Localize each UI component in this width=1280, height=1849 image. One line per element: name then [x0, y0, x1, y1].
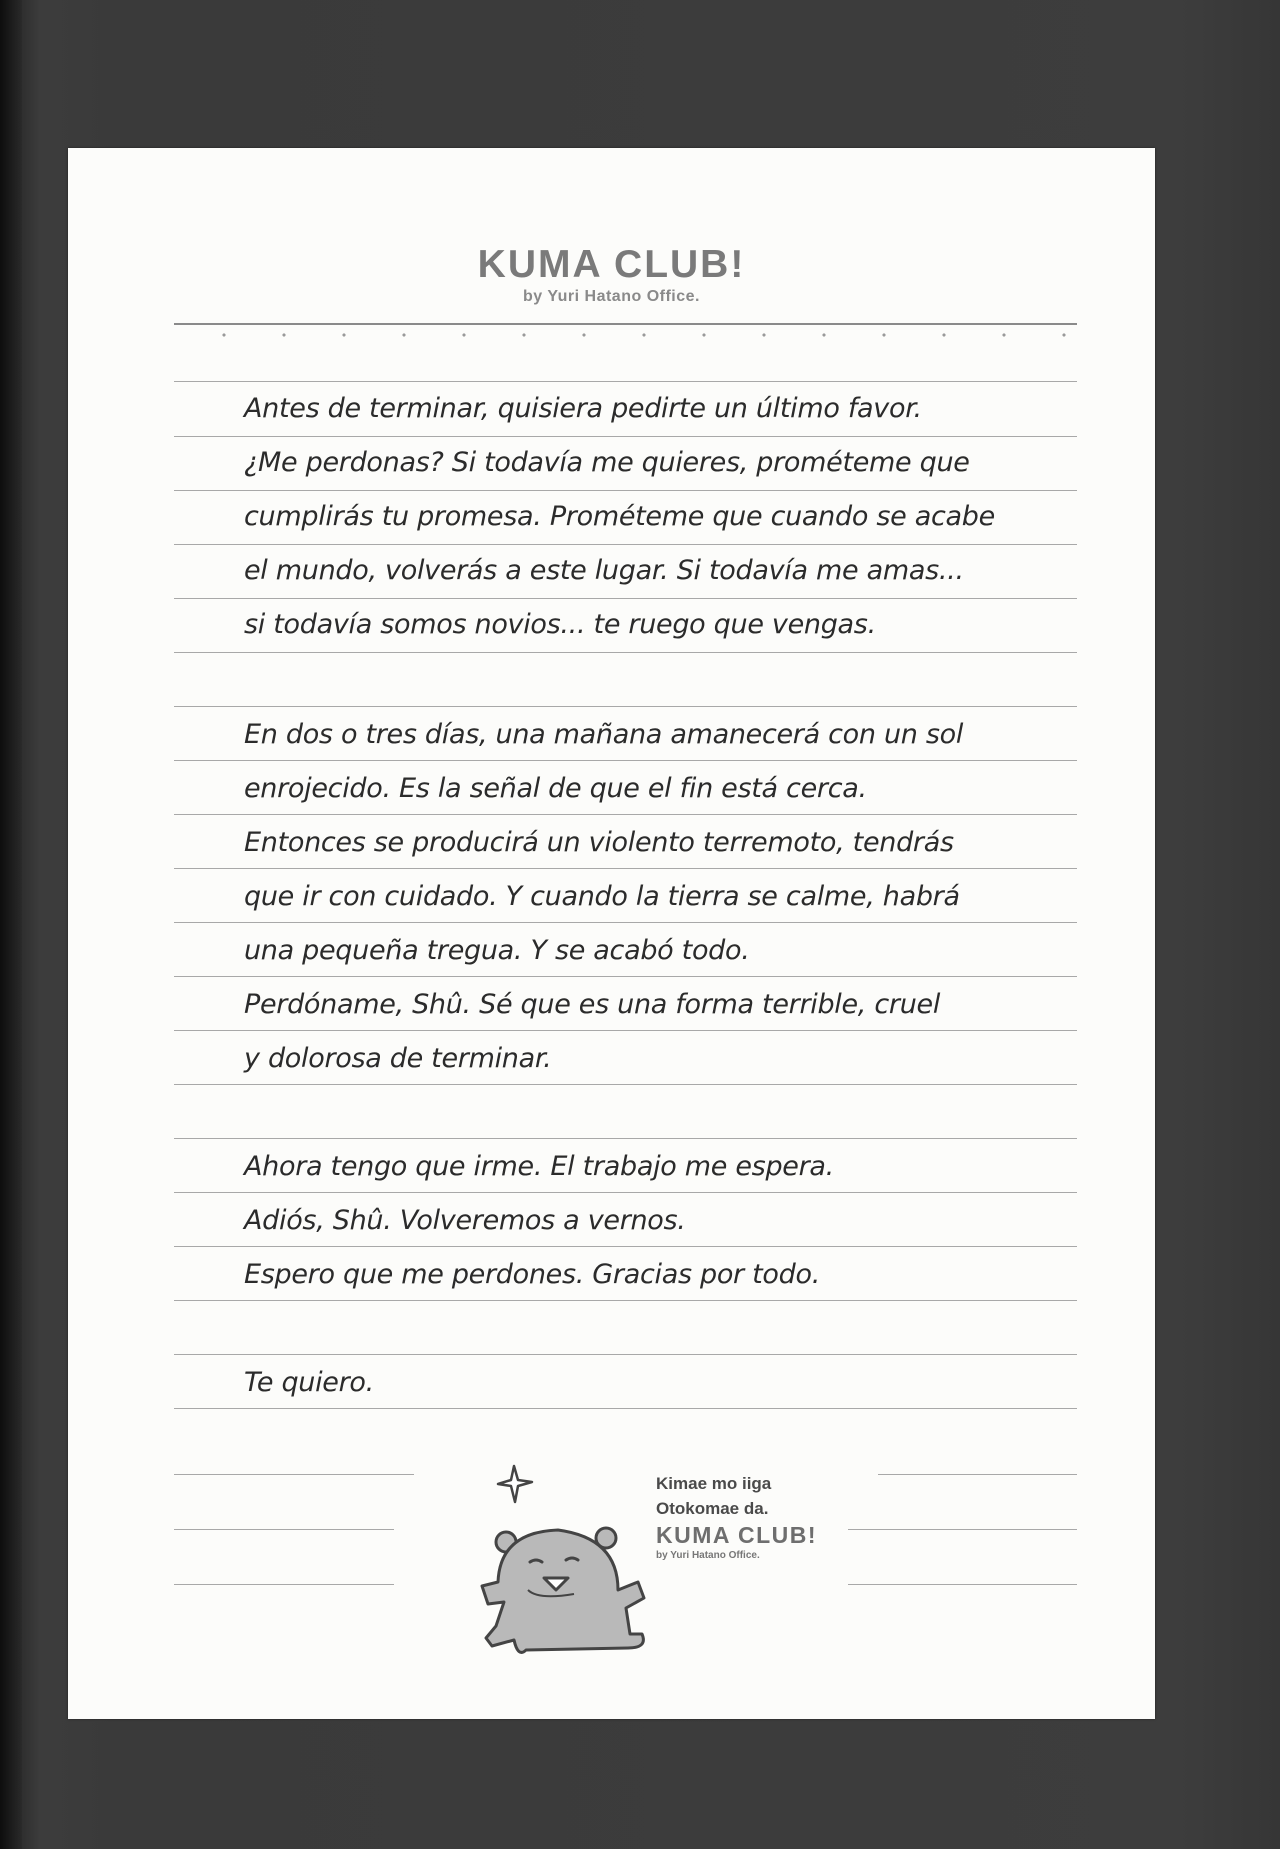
footer-byline: by Yuri Hatano Office.: [656, 1550, 760, 1561]
letter-line: cumplirás tu promesa. Prométeme que cuando se acabe: [244, 501, 995, 532]
footer-tagline-1: Kimae mo iiga: [656, 1474, 772, 1493]
footer-tagline-2: Otokomae da.: [656, 1499, 769, 1518]
book-spine-shadow: [0, 0, 22, 1849]
letter-line: el mundo, volverás a este lugar. Si todavía me amas...: [244, 555, 964, 586]
letter-line: ¿Me perdonas? Si todavía me quieres, prométeme que: [244, 447, 970, 478]
letter-line: que ir con cuidado. Y cuando la tierra se calme, habrá: [244, 881, 960, 912]
dotted-rule: [174, 332, 1077, 338]
letter-line: En dos o tres días, una mañana amanecerá con un sol: [244, 719, 964, 750]
letter-line: Entonces se producirá un violento terremoto, tendrás: [244, 827, 954, 858]
letterhead-brand: KUMA CLUB!: [477, 243, 746, 286]
ruled-line-short: [174, 1529, 394, 1530]
letter-line: [244, 652, 1084, 706]
letter-line: Te quiero.: [244, 1367, 374, 1398]
ruled-line-short: [174, 1474, 414, 1475]
footer-brand: [656, 1471, 817, 1563]
ruled-line-short: [878, 1474, 1077, 1475]
letter-line: si todavía somos novios... te ruego que vengas.: [244, 609, 876, 640]
letterhead-rule: [174, 323, 1077, 325]
letter-line: enrojecido. Es la señal de que el fin está cerca.: [244, 773, 867, 804]
letter-line: [244, 1086, 1084, 1140]
letter-line: Ahora tengo que irme. El trabajo me espera.: [244, 1151, 834, 1182]
ruled-line-short: [174, 1584, 394, 1585]
ruled-line-short: [848, 1584, 1077, 1585]
bear-mascot-icon: [478, 1458, 658, 1658]
sparkle-icon: [498, 1466, 532, 1502]
letter-line: Espero que me perdones. Gracias por todo.: [244, 1259, 820, 1290]
letter-page: [68, 148, 1155, 1719]
ruled-line-short: [848, 1529, 1077, 1530]
letter-line: Antes de terminar, quisiera pedirte un último favor.: [244, 393, 922, 424]
letterhead-byline: by Yuri Hatano Office.: [523, 288, 700, 305]
letter-line: Perdóname, Shû. Sé que es una forma terrible, cruel: [244, 989, 941, 1020]
ruled-line: [174, 706, 1077, 707]
letter-line: una pequeña tregua. Y se acabó todo.: [244, 935, 750, 966]
letter-line: Adiós, Shû. Volveremos a vernos.: [244, 1205, 686, 1236]
footer-brand-name: KUMA CLUB!: [656, 1522, 818, 1548]
letter-line: y dolorosa de terminar.: [244, 1043, 552, 1074]
letter-line: [244, 1302, 1084, 1356]
letterhead: [68, 244, 1155, 306]
